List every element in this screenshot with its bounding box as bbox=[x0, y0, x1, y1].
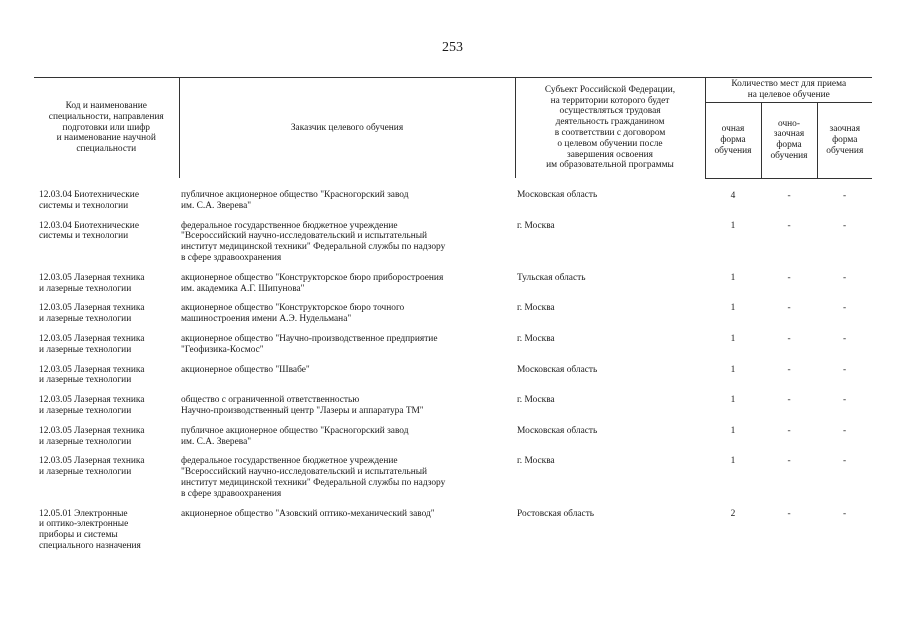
header-fulltime: очная форма обучения bbox=[705, 103, 761, 179]
row-region: Ростовская область bbox=[517, 508, 595, 519]
row-extramural: - bbox=[842, 333, 847, 344]
table-row bbox=[34, 271, 872, 302]
row-parttime: - bbox=[787, 303, 791, 314]
row-fulltime: 1 bbox=[730, 425, 736, 436]
row-fulltime: 4 bbox=[730, 190, 736, 201]
row-customer: акционерное общество "Научно-производственное предприятие "Геофизика-Космос" bbox=[181, 333, 438, 355]
page-number: 253 bbox=[442, 40, 463, 55]
row-customer: публичное акционерное общество "Красногорский завод им. С.А. Зверева" bbox=[181, 425, 409, 447]
row-fulltime: 1 bbox=[730, 456, 736, 467]
row-parttime: - bbox=[787, 456, 791, 467]
row-extramural: - bbox=[842, 303, 847, 314]
row-code: 12.03.05 Лазерная техника и лазерные технологии bbox=[39, 425, 145, 447]
row-customer: публичное акционерное общество "Красногорский завод им. С.А. Зверева" bbox=[181, 190, 409, 211]
table-row bbox=[34, 454, 872, 506]
row-extramural: - bbox=[842, 425, 847, 436]
row-parttime: - bbox=[787, 190, 791, 201]
row-code: 12.03.05 Лазерная техника и лазерные технологии bbox=[39, 456, 145, 478]
header-parttime: очно- заочная форма обучения bbox=[761, 103, 817, 179]
table-row bbox=[34, 219, 872, 271]
row-parttime: - bbox=[787, 220, 791, 231]
row-customer: акционерное общество "Азовский оптико-механический завод" bbox=[181, 508, 435, 519]
row-region: Московская область bbox=[517, 364, 598, 375]
row-code: 12.03.04 Биотехнические системы и технологии bbox=[39, 190, 139, 211]
table-row bbox=[34, 424, 872, 455]
row-customer: общество с ограниченной ответственностью Научно-производственный центр "Лазеры и аппаратура ТМ" bbox=[181, 395, 424, 416]
row-code: 12.03.05 Лазерная техника и лазерные технологии bbox=[39, 333, 145, 355]
header-extramural: заочная форма обучения bbox=[817, 103, 872, 179]
row-extramural: - bbox=[842, 456, 847, 467]
row-fulltime: 1 bbox=[730, 364, 736, 375]
table-row bbox=[34, 507, 872, 559]
row-code: 12.03.05 Лазерная техника и лазерные технологии bbox=[39, 395, 145, 416]
row-region: Московская область bbox=[517, 425, 598, 436]
row-region: г. Москва bbox=[517, 220, 555, 231]
row-region: г. Москва bbox=[517, 303, 555, 314]
row-customer: акционерное общество "Швабе" bbox=[181, 364, 310, 375]
table-row bbox=[34, 363, 872, 394]
row-region: Московская область bbox=[517, 190, 598, 200]
target-training-table bbox=[34, 77, 872, 559]
row-extramural: - bbox=[842, 220, 847, 231]
table-row bbox=[34, 332, 872, 363]
row-parttime: - bbox=[787, 272, 791, 283]
row-fulltime: 1 bbox=[730, 303, 736, 314]
row-code: 12.03.05 Лазерная техника и лазерные технологии bbox=[39, 303, 145, 325]
row-code: 12.03.04 Биотехнические системы и технологии bbox=[39, 220, 139, 242]
row-code: 12.05.01 Электронные и оптико-электронные приборы и системы специального назначения bbox=[39, 508, 141, 551]
row-parttime: - bbox=[787, 508, 791, 519]
header-subject: Субъект Российской Федерации, на территории которого будет осуществляться трудовая деятельность гражданином в соответствии с договором о целевом обучении после завершения освоения им образовательной программы bbox=[515, 78, 705, 179]
row-customer: акционерное общество "Конструкторское бюро приборостроения им. академика А.Г. Шипунова" bbox=[181, 272, 444, 294]
row-code: 12.03.05 Лазерная техника и лазерные технологии bbox=[39, 364, 145, 386]
row-extramural: - bbox=[842, 272, 847, 283]
table-row bbox=[34, 301, 872, 332]
row-code: 12.03.05 Лазерная техника и лазерные технологии bbox=[39, 272, 145, 294]
row-parttime: - bbox=[787, 395, 791, 406]
row-region: г. Москва bbox=[517, 456, 555, 467]
row-fulltime: 1 bbox=[730, 333, 736, 344]
row-fulltime: 1 bbox=[730, 272, 736, 283]
row-extramural: - bbox=[842, 190, 847, 201]
row-parttime: - bbox=[787, 333, 791, 344]
row-customer: акционерное общество "Конструкторское бюро точного машиностроения имени А.Э. Нудельмана" bbox=[181, 303, 405, 325]
row-customer: федеральное государственное бюджетное учреждение "Всероссийский научно-исследовательский и испытательный институт медицинской техники" Федеральной службы по надзору в сфере здравоохранения bbox=[181, 456, 446, 499]
table-row bbox=[34, 178, 872, 219]
row-parttime: - bbox=[787, 425, 791, 436]
header-customer: Заказчик целевого обучения bbox=[179, 78, 515, 179]
row-region: г. Москва bbox=[517, 395, 555, 406]
row-fulltime: 1 bbox=[730, 220, 736, 231]
row-customer: федеральное государственное бюджетное учреждение "Всероссийский научно-исследовательский и испытательный институт медицинской техники" Федеральной службы по надзору в сфере здравоохранения bbox=[181, 220, 446, 263]
header-places: Количество мест для приема на целевое обучение bbox=[705, 78, 872, 103]
header-code: Код и наименование специальности, направления подготовки или шифр и наименование научной специальности bbox=[34, 78, 179, 179]
row-region: г. Москва bbox=[517, 333, 555, 344]
row-parttime: - bbox=[787, 364, 791, 375]
row-fulltime: 2 bbox=[730, 508, 736, 519]
row-extramural: - bbox=[842, 364, 847, 375]
table-row bbox=[34, 393, 872, 424]
table-header-row bbox=[34, 78, 872, 103]
row-extramural: - bbox=[842, 395, 847, 406]
row-fulltime: 1 bbox=[730, 395, 736, 406]
row-region: Тульская область bbox=[517, 272, 586, 283]
row-extramural: - bbox=[842, 508, 847, 519]
